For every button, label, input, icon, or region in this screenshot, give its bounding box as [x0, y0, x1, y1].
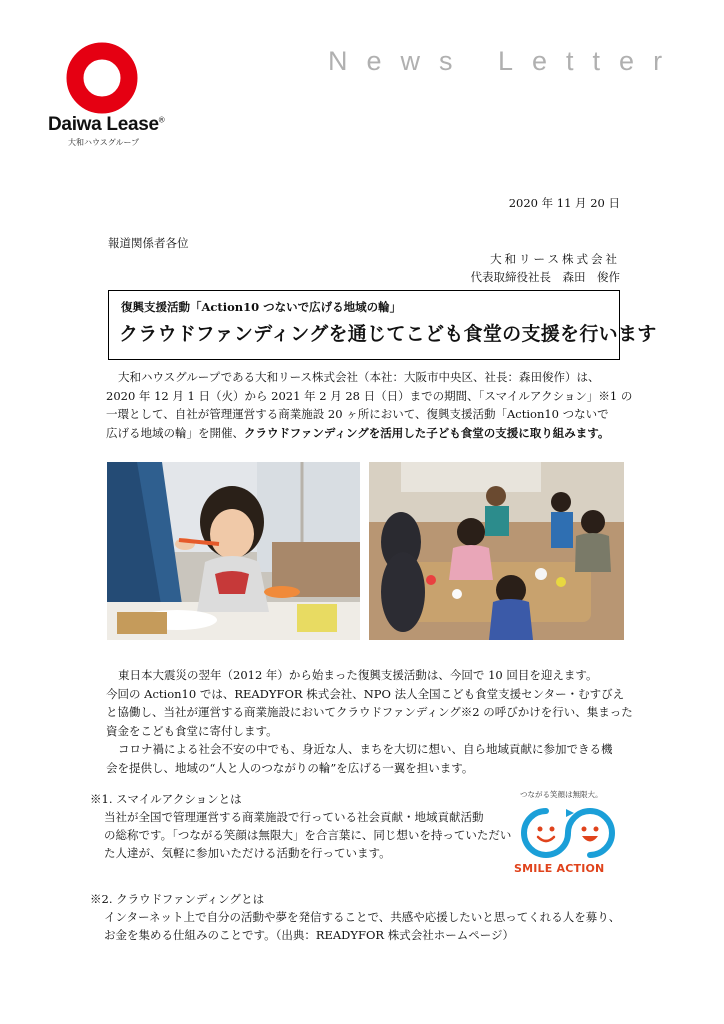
note2-body: [104, 908, 620, 944]
note1-line: た人達が、気軽に参加いただける活動を行っています。: [104, 846, 391, 860]
note1-line: 当社が全国で管理運営する商業施設で行っている社会貢献・地域貢献活動: [104, 810, 484, 824]
subtitle: 復興支援活動「Action10 つないで広げる地域の輪」: [121, 300, 402, 314]
photo-child-eating: [107, 462, 360, 640]
note2-line: お金を集める仕組みのことです。（出典：READYFOR 株式会社ホームページ）: [104, 928, 514, 942]
title-box: [108, 290, 657, 360]
release-date: 2020 年 11 月 20 日: [508, 196, 620, 210]
body-line: と協働し、当社が運営する商業施設においてクラウドファンディング※2 の呼びかけを行い、集まった: [106, 705, 633, 719]
newsletter-heading: News Letter: [328, 46, 682, 76]
brand-group: 大和ハウスグループ: [68, 138, 140, 147]
smile-action-caption: つながる笑顔は無限大。: [520, 790, 603, 799]
representative: 代表取締役社長 森田 俊作: [470, 270, 620, 284]
main-title: クラウドファンディングを通じてこども食堂の支援を行います: [119, 323, 657, 345]
photo-group-dining: [361, 462, 624, 640]
brand-name: Daiwa Lease®: [48, 114, 165, 135]
note1-heading: ※1. スマイルアクションとは: [90, 792, 242, 806]
company-name: 大和リース株式会社: [490, 252, 620, 266]
note2-line: インターネット上で自分の活動や夢を発信することで、共感や応援したいと思ってくれる人を募り、: [104, 910, 621, 924]
body-line: 東日本大震災の翌年（2012 年）から始まった復興支援活動は、今回で 10 回目を迎えます。: [118, 668, 598, 682]
intro-paragraph: [106, 368, 633, 442]
note1-body: [104, 808, 511, 862]
intro-line: [106, 424, 626, 443]
daiwa-lease-logo-mark-icon: [66, 42, 138, 114]
intro-emphasis: クラウドファンディングを活用した子ども食堂の支援に取り組みます。: [244, 425, 610, 440]
body-line: 会を提供し、地域の“人と人のつながりの輪”を広げる一翼を担います。: [106, 760, 474, 775]
addressee: 報道関係者各位: [108, 236, 189, 250]
smile-action-logo-icon: [516, 803, 620, 863]
body-line: 今回の Action10 では、READYFOR 株式会社、NPO 法人全国こども食堂支援センター・むすびえ: [106, 686, 625, 701]
intro-text: 広げる地域の輪」を開催、: [106, 425, 244, 440]
smile-action-wordmark: SMILE ACTION: [514, 862, 605, 875]
intro-line: 大和ハウスグループである大和リース株式会社（本社：大阪市中央区、社長：森田俊作）は、: [118, 370, 600, 384]
body-line: 資金をこども食堂に寄付します。: [106, 723, 278, 738]
note1-line: の総称です。「つながる笑顔は無限大」を合言葉に、同じ想いを持っていただい: [104, 828, 512, 842]
body-paragraph: [106, 666, 633, 777]
body-line: コロナ禍による社会不安の中でも、身近な人、まちを大切に想い、自ら地域貢献に参加できる機: [118, 742, 613, 756]
note2-heading: ※2. クラウドファンディングとは: [90, 892, 265, 906]
intro-line: 一環として、自社が管理運営する商業施設 20 ヶ所において、復興支援活動「Action10 つないで: [106, 407, 609, 421]
intro-line: 2020 年 12 月 1 日（火）から 2021 年 2 月 28 日（日）までの期間、「スマイルアクション」※1 の: [106, 388, 633, 403]
